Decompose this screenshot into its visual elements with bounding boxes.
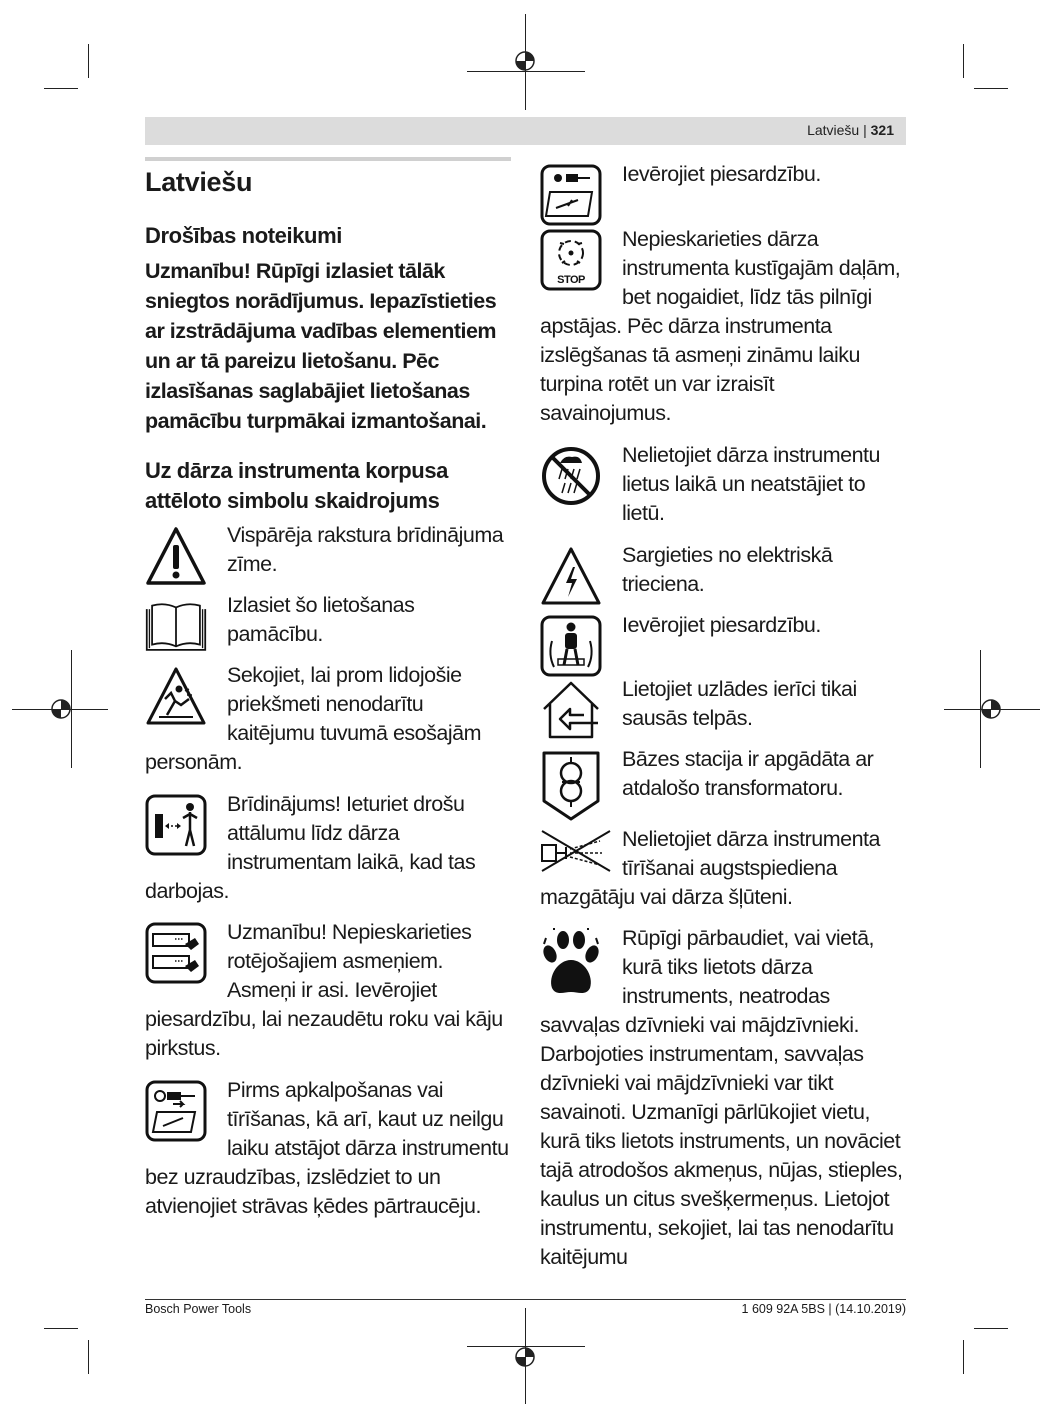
symbol-text: Nelietojiet dārza instrumentu lietus laikā un neatstājiet to lietū. (622, 443, 880, 525)
symbol-item (540, 675, 908, 743)
symbol-text: Bāzes stacija ir apgādāta ar atdalošo transformatoru. (622, 747, 874, 800)
symbol-text: Izlasiet šo lietošanas pamācību. (227, 593, 415, 646)
isolating-transformer-icon (540, 749, 602, 821)
crop-mark (88, 44, 89, 78)
header-separator: | (863, 122, 867, 138)
electric-shock-icon (540, 545, 602, 607)
symbol-text: Vispārēja rakstura brīdinājuma zīme. (227, 523, 504, 576)
svg-text:STOP: STOP (557, 274, 585, 286)
page-title: Latviešu (145, 167, 253, 197)
symbol-item (145, 661, 513, 777)
footer-brand: Bosch Power Tools (145, 1302, 252, 1316)
symbol-text: Brīdinājums! Ieturiet drošu attālumu līdz dārza instrumentam laikā, kad tas darbojas. (145, 792, 476, 903)
page-number: 321 (870, 122, 894, 138)
symbol-item (145, 790, 513, 906)
symbol-item (145, 1076, 513, 1221)
symbol-text: Lietojiet uzlādes ierīci tikai sausās telpās. (622, 677, 857, 730)
symbol-text: Ievērojiet piesardzību. (622, 162, 821, 186)
symbol-item (540, 924, 908, 1272)
symbol-text: Pirms apkalpošanas vai tīrīšanas, kā arī, kaut uz neilgu laiku atstājot dārza instrumentu bez uzraudzības, izslēdziet to un atvienojiet strāvas ķēdes pārtraucēju. (145, 1078, 509, 1218)
indoor-house-icon (540, 679, 602, 741)
crop-mark (963, 1340, 964, 1374)
symbol-text: Sargieties no elektriskā trieciena. (622, 543, 833, 596)
symbol-item (540, 541, 908, 609)
symbols-heading: Uz dārza instrumenta korpusa attēloto simbolu skaidrojums (145, 458, 448, 513)
no-rain-icon (540, 445, 602, 507)
crop-mark (44, 88, 78, 89)
symbol-text: Sekojiet, lai prom lidojošie priekšmeti nenodarītu kaitējumu tuvumā esošajām personām. (145, 663, 481, 774)
crop-mark (963, 44, 964, 78)
symbol-item (540, 745, 908, 823)
safety-heading: Drošības noteikumi (145, 223, 342, 248)
crop-mark (44, 1328, 78, 1329)
header-text (807, 122, 894, 138)
registration-target-icon (514, 50, 536, 72)
symbol-item (145, 918, 513, 1063)
crop-mark (974, 88, 1008, 89)
crop-mark (974, 1328, 1008, 1329)
footer-rule (145, 1299, 906, 1300)
safety-warning: Uzmanību! Rūpīgi izlasiet tālāk sniegtos norādījumus. Iepazīstieties ar izstrādājuma vadības elementiem un ar tā pareizu lietošanu. Pēc izlasīšanas saglabājiet lietošanas pamācību turpmākai izmantošanai. (145, 259, 497, 433)
symbol-item (540, 160, 908, 228)
symbol-item (145, 591, 513, 659)
symbol-text: Ievērojiet piesardzību. (622, 613, 821, 637)
column-rule (145, 157, 511, 161)
rotating-blades-icon (145, 922, 207, 984)
page-header (145, 117, 906, 145)
symbol-item (540, 825, 908, 912)
flying-objects-icon (145, 665, 207, 727)
warning-triangle-icon (145, 525, 207, 587)
symbol-text: Nelietojiet dārza instrumenta tīrīšanai augstspiediena mazgātāju vai dārza šļūteni. (540, 827, 880, 909)
stop-moving-parts-icon (540, 229, 602, 291)
registration-target-icon (980, 698, 1002, 720)
animal-paw-icon (540, 928, 602, 990)
registration-target-icon (50, 698, 72, 720)
header-language: Latviešu (807, 122, 860, 138)
symbol-item (540, 441, 908, 528)
caution-manual-icon (540, 164, 602, 226)
crop-mark (88, 1340, 89, 1374)
symbol-item (540, 225, 908, 428)
footer-doc-id: 1 609 92A 5BS | (14.10.2019) (741, 1302, 906, 1316)
disconnect-power-icon (145, 1080, 207, 1142)
symbol-text: Uzmanību! Nepieskarieties rotējošajiem asmeņiem. Asmeņi ir asi. Ievērojiet piesardzību, lai nezaudētu roku vai kāju pirkstus. (145, 920, 503, 1060)
no-pressure-washer-icon (540, 829, 612, 873)
symbol-item (145, 521, 513, 589)
symbol-text: Rūpīgi pārbaudiet, vai vietā, kurā tiks lietots dārza instruments, neatrodas savvaļas dzīvnieki vai mājdzīvnieki. Darbojoties instrumentam, savvaļas dzīvnieki vai mājdzīvnieki var tikt savainoti. Uzmanīgi pārlūkojiet vietu, kurā tiks lietots instruments, un novāciet tajā atrodošos akmeņus, nūjas, stieples, kaulus un citus svešķermeņus. Lietojot instrumentu, sekojiet, lai tas nenodarītu kaitējumu (540, 926, 903, 1269)
safe-distance-icon (145, 794, 207, 856)
caution-person-icon (540, 615, 602, 677)
registration-target-icon (514, 1346, 536, 1368)
symbol-item (540, 611, 908, 679)
read-manual-icon (145, 595, 207, 657)
symbol-text: Nepieskarieties dārza instrumenta kustīgajām daļām, bet nogaidiet, līdz tās pilnīgi apstājas. Pēc dārza instrumenta izslēgšanas tā asmeņi zināmu laiku turpina rotēt un var izraisīt savainojumus. (540, 227, 901, 425)
